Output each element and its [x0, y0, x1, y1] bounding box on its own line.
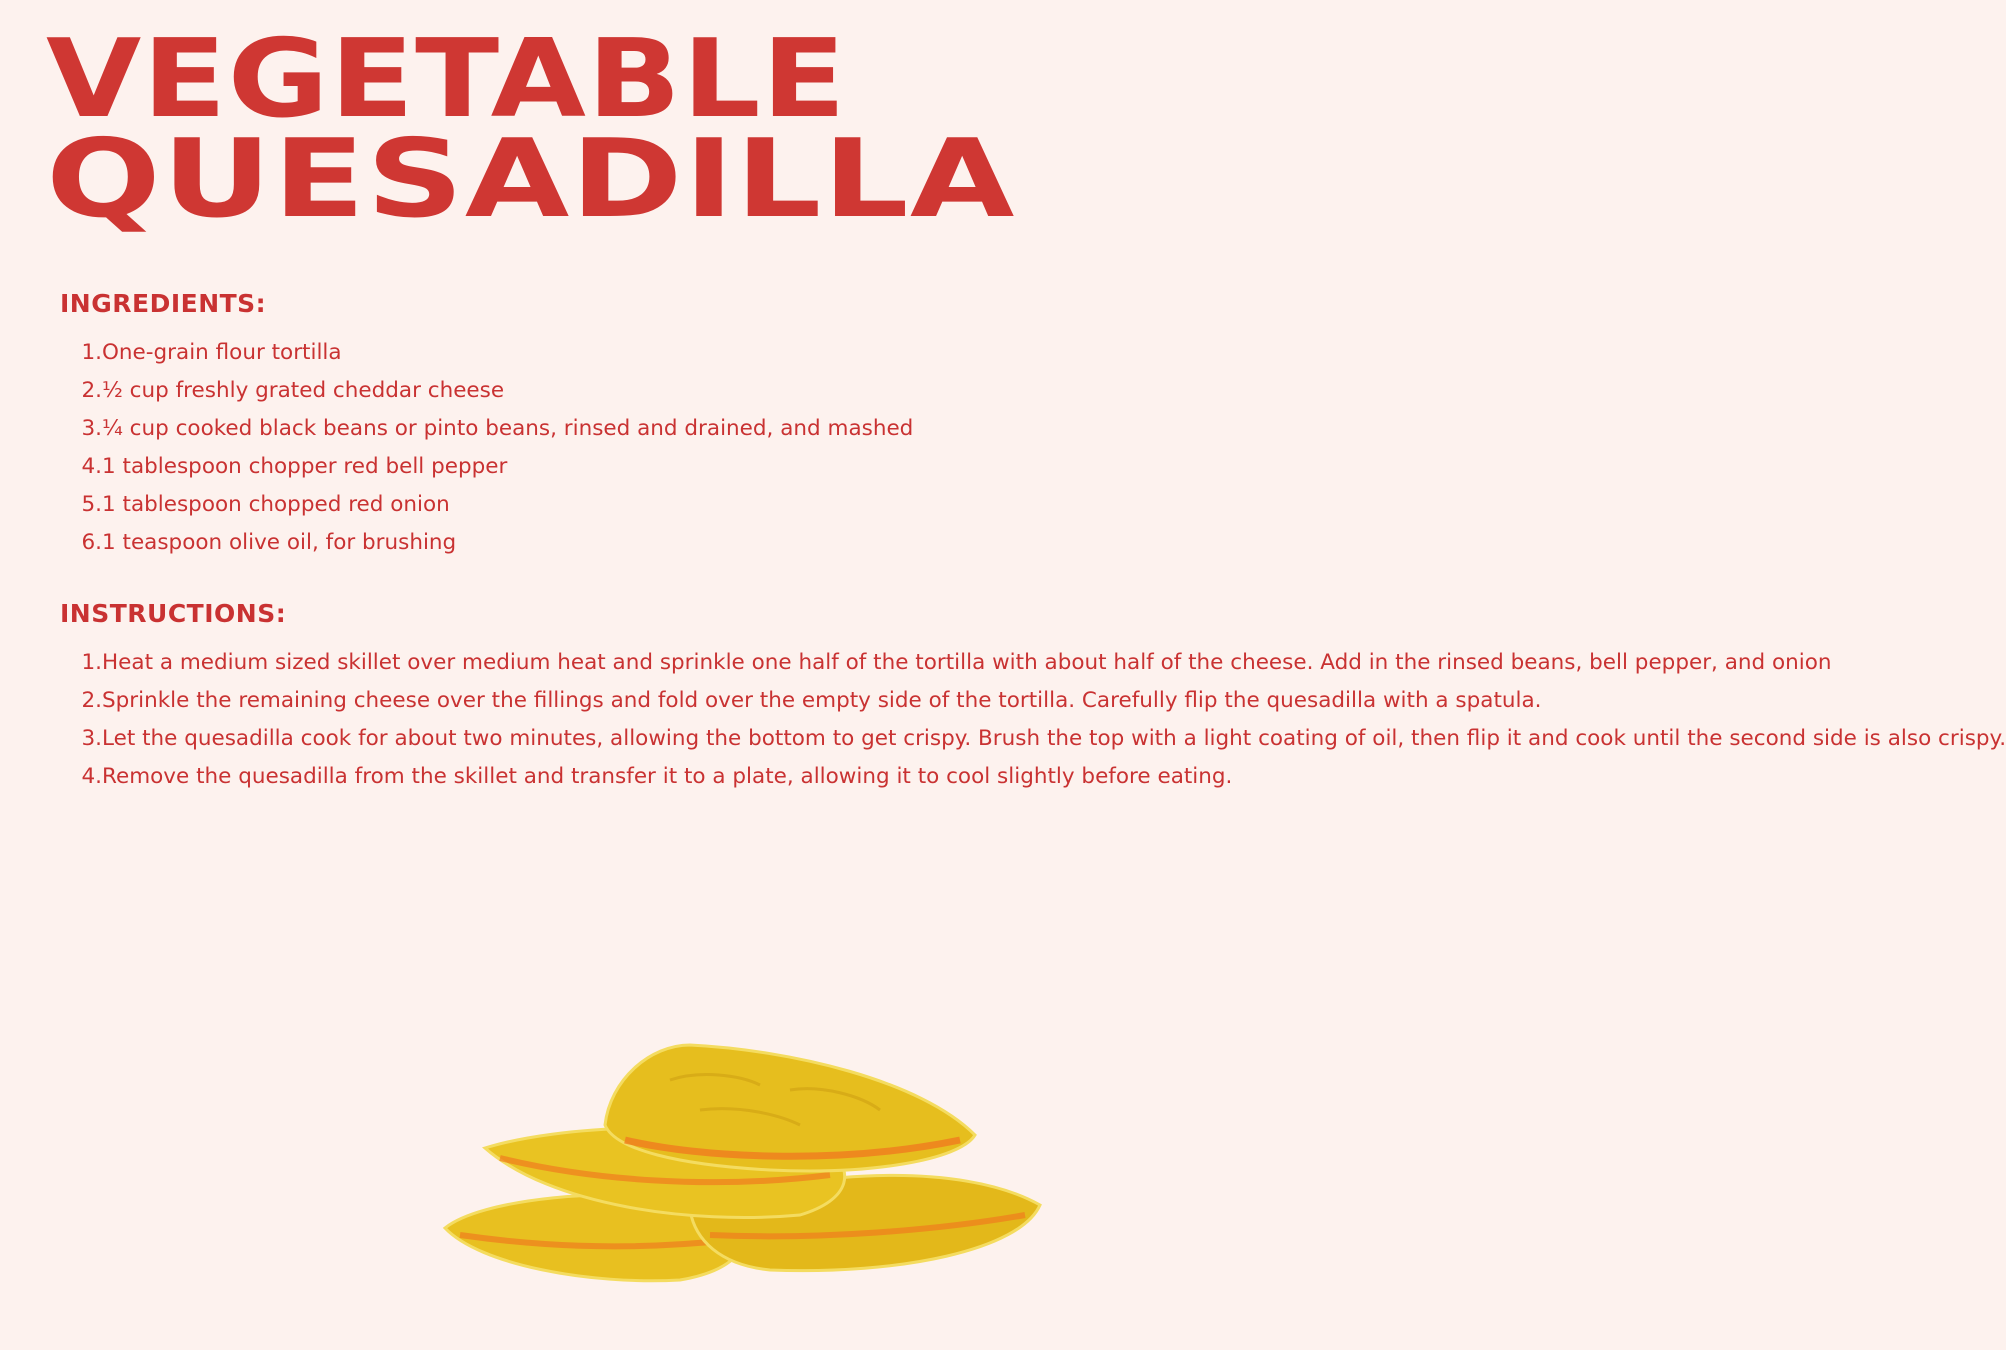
- title-line-1: VEGETABLE: [46, 17, 847, 142]
- ingredients-heading: INGREDIENTS:: [60, 289, 267, 318]
- recipe-title: [46, 17, 1016, 242]
- list-item: 2. ½ cup freshly grated cheddar cheese: [81, 378, 505, 403]
- list-item: 1. One-grain flour tortilla: [81, 340, 342, 365]
- instructions-list: [74, 644, 2006, 796]
- quesadilla-wedge-top: [605, 1045, 975, 1171]
- list-item: 4. 1 tablespoon chopper red bell pepper: [81, 454, 508, 479]
- list-item: 4. Remove the quesadilla from the skillet and transfer it to a plate, allowing it to cool slightly before eating.: [81, 764, 1233, 789]
- quesadilla-stack-icon: [440, 1040, 1050, 1280]
- list-item: 3. ¼ cup cooked black beans or pinto beans, rinsed and drained, and mashed: [81, 416, 914, 441]
- list-item: 3. Let the quesadilla cook for about two minutes, allowing the bottom to get crispy. Brush the top with a light coating of oil, then flip it and cook until the second side is also crispy.: [81, 726, 2006, 751]
- instructions-heading: INSTRUCTIONS:: [60, 599, 287, 628]
- list-item: 2. Sprinkle the remaining cheese over the fillings and fold over the empty side of the tortilla. Carefully flip the quesadilla with a spatula.: [81, 688, 1542, 713]
- title-line-2: QUESADILLA: [46, 117, 1016, 242]
- list-item: 6. 1 teaspoon olive oil, for brushing: [81, 530, 457, 555]
- list-item: 5. 1 tablespoon chopped red onion: [81, 492, 450, 517]
- ingredients-list: [74, 334, 913, 562]
- list-item: 1. Heat a medium sized skillet over medium heat and sprinkle one half of the tortilla with about half of the cheese. Add in the rinsed beans, bell pepper, and onion: [81, 650, 1832, 675]
